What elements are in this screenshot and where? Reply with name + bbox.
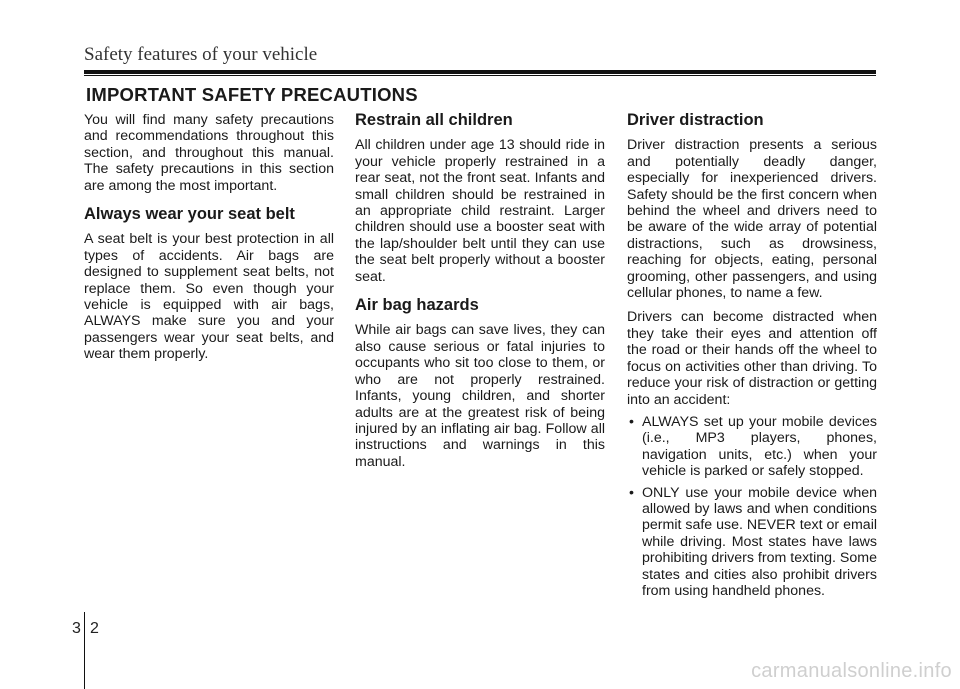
- intro-paragraph: You will find many safety precautions and recommendations throughout this section, and throughout this manual. The safety precautions in this section are among the most important.: [84, 112, 334, 194]
- bullet-text: ALWAYS set up your mobile devices (i.e., MP3 players, phones, navigation units, etc.) when your vehicle is parked or safely stopped.: [642, 413, 877, 480]
- distraction-bullet-list: [627, 414, 877, 599]
- page-number: 2: [90, 620, 99, 637]
- column-3: [627, 112, 877, 604]
- air-bag-hazards-heading: Air bag hazards: [355, 296, 479, 315]
- bullet-icon: •: [629, 413, 634, 430]
- driver-distraction-heading: Driver distraction: [627, 111, 764, 129]
- seat-belt-heading: Always wear your seat belt: [84, 205, 295, 224]
- section-title: IMPORTANT SAFETY PRECAUTIONS: [86, 84, 418, 105]
- column-2: [355, 112, 605, 482]
- list-item: [627, 485, 877, 600]
- bullet-text: ONLY use your mobile device when allowed by laws and when conditions permit safe use. NEVER text or email while driving. Most states have laws prohibiting drivers from texting. Some states and cities also prohibit drivers from using handheld phones.: [642, 484, 877, 599]
- seat-belt-paragraph: A seat belt is your best protection in all types of accidents. Air bags are designed to supplement seat belts, not replace them. So even though your vehicle is equipped with air bags, ALWAYS make sure you and your passengers wear your seat belts, and wear them properly.: [84, 231, 334, 363]
- driver-distraction-paragraph-2: Drivers can become distracted when they take their eyes and attention off the road or their hands off the wheel to focus on activities other than driving. To reduce your risk of distraction or getting into an accident:: [627, 309, 877, 408]
- restrain-children-heading: Restrain all children: [355, 111, 513, 129]
- header-rule: [84, 70, 876, 74]
- list-item: [627, 414, 877, 480]
- column-1: [84, 112, 334, 375]
- driver-distraction-paragraph-1: Driver distraction presents a serious and potentially deadly danger, especially for inexperienced drivers. Safety should be the first concern when behind the wheel and drivers need to be aware of the wide array of potential distractions, such as drowsiness, reaching for objects, eating, personal grooming, other passengers, and using cellular phones, to name a few.: [627, 137, 877, 302]
- restrain-children-paragraph: All children under age 13 should ride in your vehicle properly restrained in a rear seat, not the front seat. Infants and small children should be restrained in an appropriate child restraint. Larger children should use a booster seat with the lap/shoulder belt until they can use the seat belt properly without a booster seat.: [355, 137, 605, 285]
- header-rule-thin: [84, 75, 876, 76]
- air-bag-hazards-paragraph: While air bags can save lives, they can also cause serious or fatal injuries to occupants who sit too close to them, or who are not properly restrained. Infants, young children, and shorter adults are at the greatest risk of being injured by an inflating air bag. Follow all instructions and warnings in this manual.: [355, 322, 605, 470]
- chapter-title: Safety features of your vehicle: [84, 44, 318, 65]
- watermark: carmanualsonline.info: [751, 660, 952, 682]
- footer-divider: [84, 612, 85, 689]
- chapter-number: 3: [72, 620, 81, 637]
- bullet-icon: •: [629, 484, 634, 501]
